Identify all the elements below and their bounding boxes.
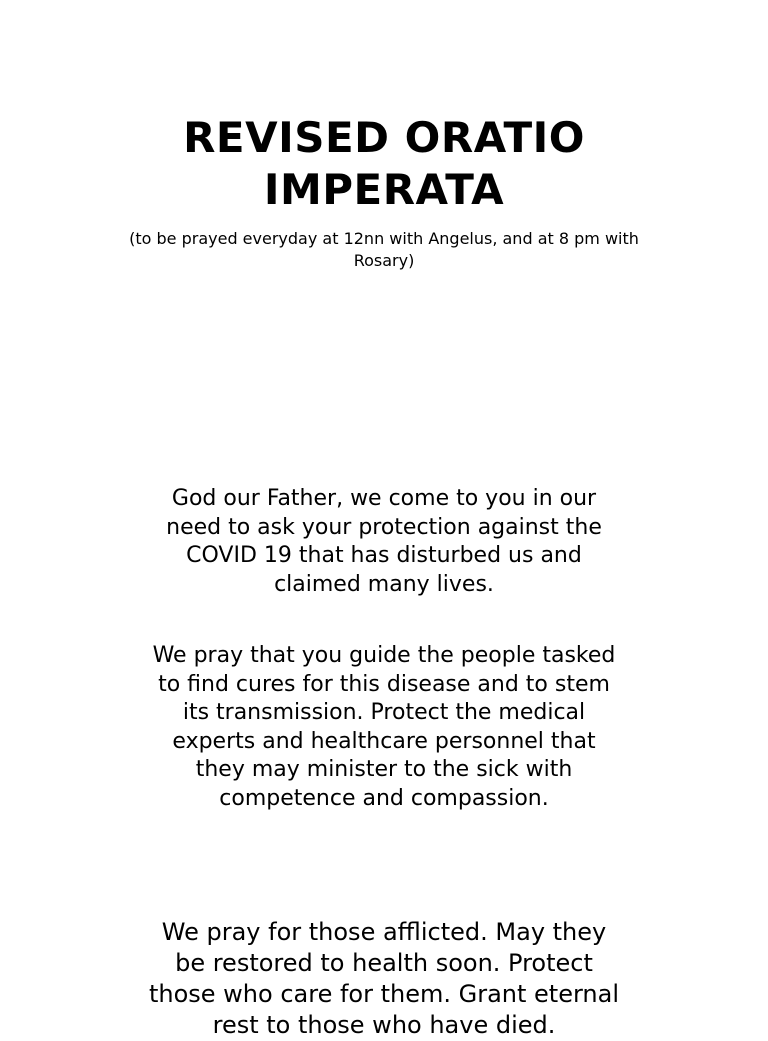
text-line: We pray for those afflicted. May they	[161, 918, 607, 946]
text-line: be restored to health soon. Protect	[175, 949, 593, 977]
text-line: its transmission. Protect the medical	[182, 700, 586, 725]
title-line: REVISED ORATIO	[183, 113, 585, 162]
text-line: competence and compassion.	[219, 785, 549, 811]
prayer-instructions: (to be prayed everyday at 12nn with Angelus, and at 8 pm with Rosary)	[129, 229, 639, 270]
text-line: to find cures for this disease and to stem	[158, 671, 610, 697]
prayer-paragraph-2	[124, 642, 644, 813]
text-line: need to ask your protection against the	[166, 514, 602, 540]
document-title	[0, 112, 768, 216]
prayer-paragraph-3	[120, 917, 648, 1041]
prayer-paragraph-1	[134, 485, 634, 599]
text-line: God our Father, we come to you in our	[171, 486, 597, 511]
text-line: rest to those who have died.	[212, 1011, 556, 1039]
text-line: they may minister to the sick with	[195, 757, 573, 782]
text-line: those who care for them. Grant eternal	[148, 980, 620, 1008]
text-line: experts and healthcare personnel that	[172, 728, 596, 754]
text-line: claimed many lives.	[274, 571, 494, 597]
text-line: We pray that you guide the people tasked	[152, 643, 616, 668]
text-line: COVID 19 that has disturbed us and	[186, 543, 582, 568]
title-line: IMPERATA	[263, 165, 505, 214]
